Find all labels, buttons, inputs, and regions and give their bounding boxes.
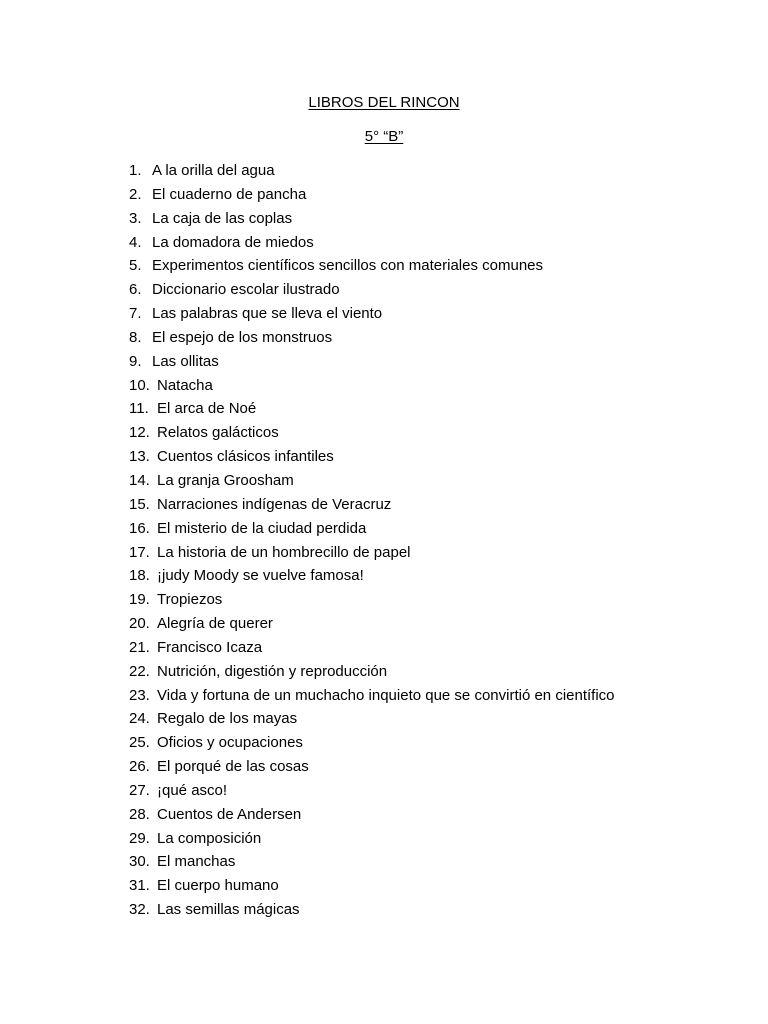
book-title: El espejo de los monstruos <box>152 328 333 346</box>
list-item-number: 19. <box>129 591 150 609</box>
list-item <box>0 423 768 447</box>
list-item <box>0 256 768 280</box>
list-item-number: 27. <box>129 781 150 799</box>
list-item <box>0 614 768 638</box>
book-title: Oficios y ocupaciones <box>157 734 303 752</box>
book-title: Relatos galácticos <box>157 424 279 442</box>
list-item <box>0 471 768 495</box>
list-item-number: 2. <box>129 185 142 203</box>
list-item-number: 13. <box>129 448 150 466</box>
list-item-number: 21. <box>129 638 150 656</box>
book-title: Nutrición, digestión y reproducción <box>157 662 388 680</box>
list-item-number: 31. <box>129 877 150 895</box>
list-item <box>0 638 768 662</box>
list-item <box>0 686 768 710</box>
book-title: Las ollitas <box>152 352 219 370</box>
book-title: Vida y fortuna de un muchacho inquieto que se convirtió en científico <box>157 686 615 704</box>
list-item-number: 6. <box>129 281 142 299</box>
book-title: El cuerpo humano <box>157 877 279 895</box>
book-title: Cuentos de Andersen <box>157 805 302 823</box>
list-item-number: 29. <box>129 829 150 847</box>
list-item <box>0 185 768 209</box>
book-title: Narraciones indígenas de Veracruz <box>157 495 392 513</box>
list-item-number: 25. <box>129 734 150 752</box>
list-item <box>0 590 768 614</box>
list-item-number: 22. <box>129 662 150 680</box>
list-item-number: 26. <box>129 758 150 776</box>
list-item-number: 12. <box>129 424 150 442</box>
list-item-number: 10. <box>129 376 150 394</box>
list-item <box>0 900 768 924</box>
list-item <box>0 328 768 352</box>
list-item <box>0 399 768 423</box>
list-item-number: 9. <box>129 352 142 370</box>
list-item <box>0 233 768 257</box>
list-item-number: 4. <box>129 233 142 251</box>
book-title: Experimentos científicos sencillos con materiales comunes <box>152 257 544 275</box>
list-item <box>0 876 768 900</box>
document-subtitle: 5° “B” <box>364 128 404 145</box>
book-title: Las semillas mágicas <box>157 901 300 919</box>
list-item <box>0 662 768 686</box>
list-item-number: 11. <box>129 400 149 418</box>
list-item <box>0 304 768 328</box>
book-title: El misterio de la ciudad perdida <box>157 519 367 537</box>
book-title: La domadora de miedos <box>152 233 314 251</box>
list-item <box>0 543 768 567</box>
book-title: Las palabras que se lleva el viento <box>152 305 383 323</box>
book-title: El manchas <box>157 853 236 871</box>
list-item-number: 15. <box>129 495 150 513</box>
list-item <box>0 209 768 233</box>
book-title: La granja Groosham <box>157 471 294 489</box>
list-item <box>0 519 768 543</box>
book-title: Cuentos clásicos infantiles <box>157 448 334 466</box>
list-item-number: 3. <box>129 209 142 227</box>
book-title: Natacha <box>157 376 213 394</box>
book-title: La caja de las coplas <box>152 209 293 227</box>
list-item <box>0 447 768 471</box>
book-title: A la orilla del agua <box>152 162 275 179</box>
book-title: La composición <box>157 829 262 847</box>
list-item-number: 7. <box>129 305 142 323</box>
book-title: La historia de un hombrecillo de papel <box>157 543 411 561</box>
list-item <box>0 280 768 304</box>
list-item <box>0 709 768 733</box>
list-item-number: 16. <box>129 519 150 537</box>
list-item-number: 32. <box>129 901 150 919</box>
list-item <box>0 829 768 853</box>
book-title: ¡judy Moody se vuelve famosa! <box>157 567 364 585</box>
list-item <box>0 805 768 829</box>
book-title: Alegría de querer <box>157 615 273 633</box>
book-list <box>0 161 768 924</box>
document-title: LIBROS DEL RINCON <box>308 94 460 111</box>
list-item-number: 30. <box>129 853 150 871</box>
list-item-number: 24. <box>129 710 150 728</box>
list-item-number: 14. <box>129 471 150 489</box>
list-item-number: 28. <box>129 805 150 823</box>
list-item-number: 8. <box>129 328 142 346</box>
list-item-number: 18. <box>129 567 150 585</box>
list-item <box>0 161 768 185</box>
book-title: Diccionario escolar ilustrado <box>152 281 340 299</box>
book-title: Tropiezos <box>157 591 223 609</box>
list-item <box>0 733 768 757</box>
list-item-number: 5. <box>129 257 142 275</box>
book-title: El porqué de las cosas <box>157 758 309 776</box>
list-item-number: 23. <box>129 686 150 704</box>
list-item <box>0 781 768 805</box>
list-item-number: 17. <box>129 543 150 561</box>
book-title: El cuaderno de pancha <box>152 185 307 203</box>
book-title: Regalo de los mayas <box>157 710 298 728</box>
book-title: Francisco Icaza <box>157 638 263 656</box>
list-item <box>0 757 768 781</box>
book-title: El arca de Noé <box>157 400 257 418</box>
book-title: ¡qué asco! <box>157 781 228 799</box>
list-item-number: 1. <box>129 162 142 179</box>
list-item <box>0 376 768 400</box>
list-item <box>0 852 768 876</box>
list-item-number: 20. <box>129 615 150 633</box>
list-item <box>0 566 768 590</box>
list-item <box>0 352 768 376</box>
list-item <box>0 495 768 519</box>
